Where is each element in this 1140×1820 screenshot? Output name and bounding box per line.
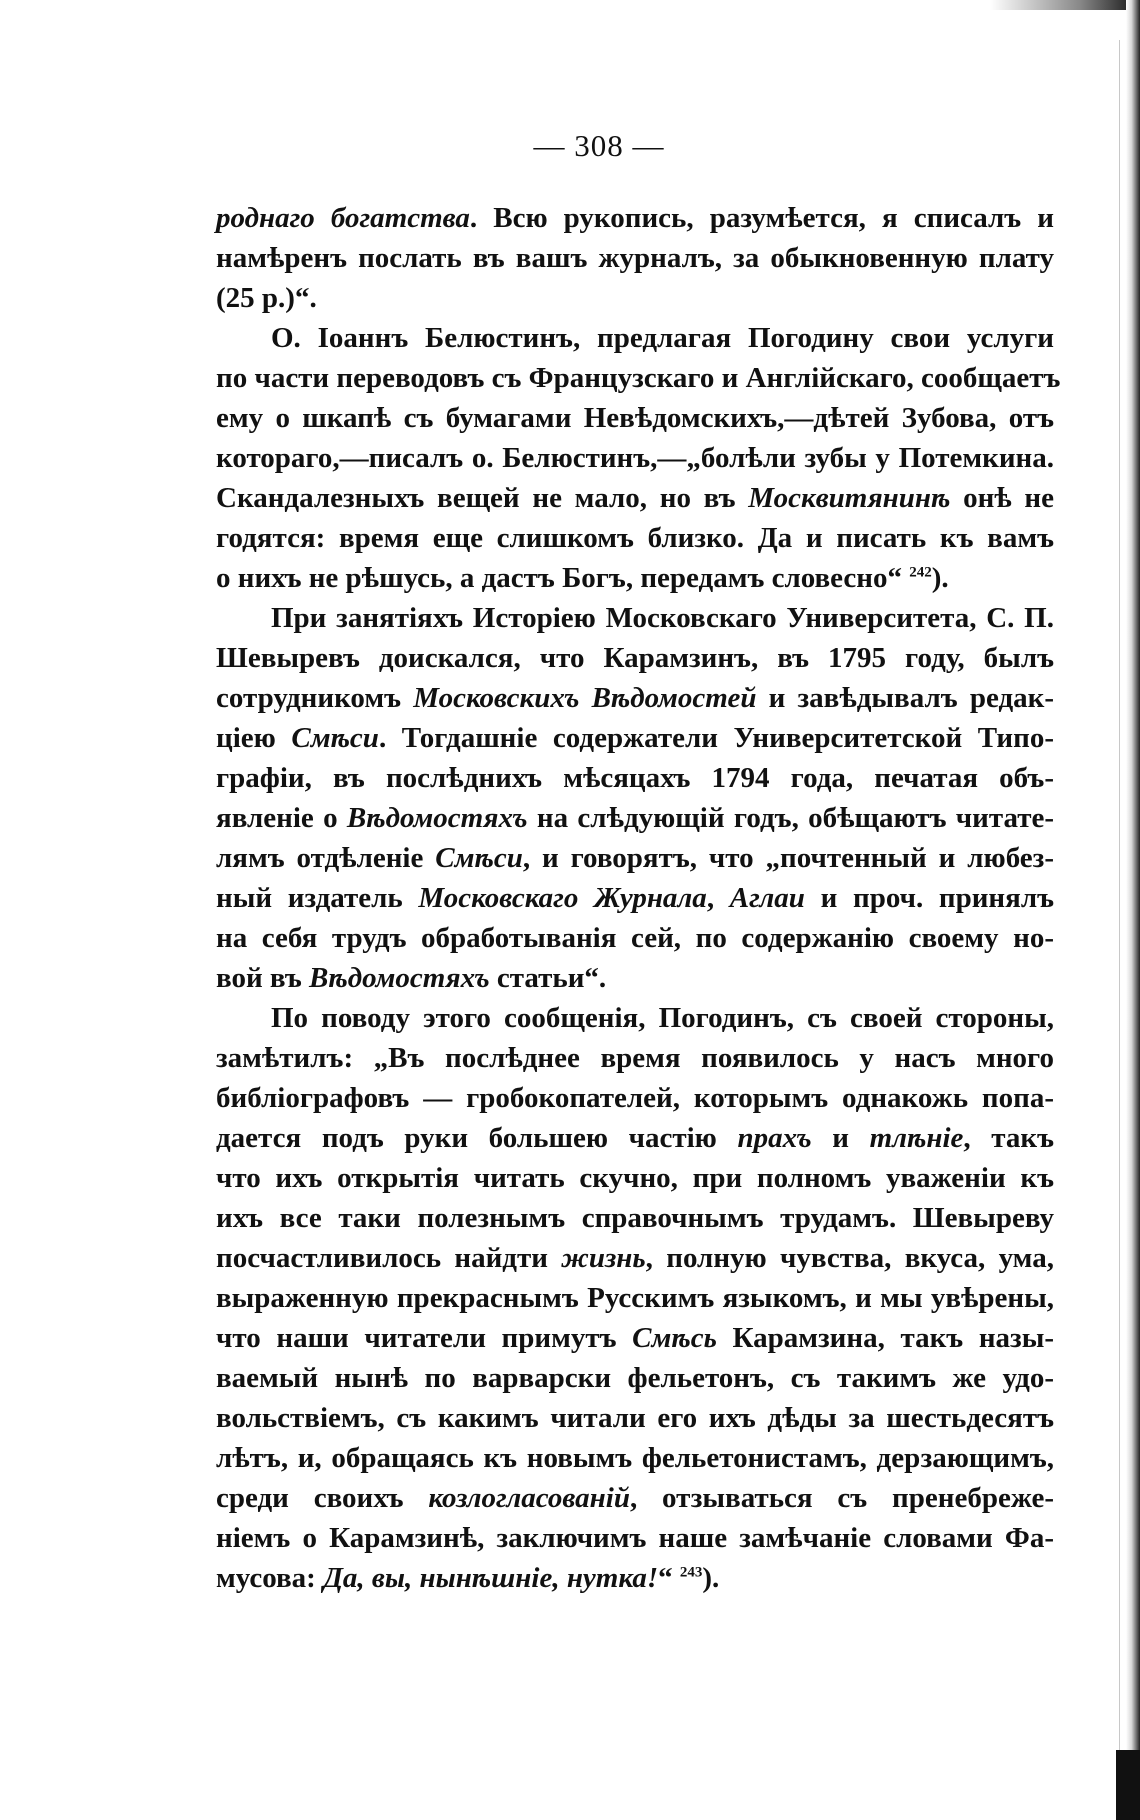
italic-title: роднаго богатства	[216, 202, 470, 234]
text-line	[216, 838, 1054, 878]
text-line	[216, 318, 1054, 358]
text-line	[216, 358, 1061, 398]
text-line	[216, 198, 1054, 238]
text-span: по части переводовъ съ Французскаго и Англійскаго, сообщаетъ	[216, 362, 1061, 394]
scan-edge-top	[990, 0, 1140, 10]
italic-title: Вѣдомостяхъ	[309, 962, 490, 994]
text-line	[216, 1358, 1054, 1398]
text-span: ніемъ о Карамзинѣ, заключимъ наше замѣчаніе словами Фа-	[216, 1522, 1054, 1554]
text-span: что ихъ открытія читать скучно, при полномъ уваженіи къ	[216, 1162, 1054, 1194]
text-line	[216, 1038, 1054, 1078]
text-span: на себя трудъ обработыванія сей, по содержанію своему но-	[216, 922, 1054, 954]
text-line	[216, 1518, 1054, 1558]
text-span: вой въ	[216, 962, 310, 994]
italic-title: прахъ	[737, 1122, 812, 1154]
text-span: ціею	[216, 722, 292, 754]
text-line	[216, 758, 1054, 798]
italic-title: жизнь	[561, 1242, 646, 1274]
text-line	[216, 638, 1054, 678]
text-line	[216, 1438, 1054, 1478]
footnote-ref: 243	[679, 1564, 703, 1581]
text-span: явленіе о	[216, 802, 347, 834]
text-span: лямъ отдѣленіе	[216, 842, 436, 874]
text-span: годятся: время еще слишкомъ близко. Да и писать къ вамъ	[216, 522, 1054, 554]
italic-title: козлогласованій	[428, 1482, 630, 1514]
text-span: ему о шкапѣ съ бумагами Невѣдомскихъ,—дѣтей Зубова, отъ	[216, 402, 1054, 434]
text-span: , и говорятъ, что „почтенный и любез-	[522, 842, 1054, 874]
text-line	[216, 478, 1054, 518]
text-span: При занятіяхъ Исторіею Московскаго Университета, С. П.	[271, 602, 1054, 634]
text-span: намѣренъ послать въ вашъ журналъ, за обыкновенную плату	[216, 242, 1054, 274]
text-span: что наши читатели примутъ	[216, 1322, 633, 1354]
footnote-ref: 242	[909, 564, 932, 581]
text-span: О. Іоаннъ Белюстинъ, предлагая Погодину свои услуги	[271, 322, 1054, 354]
text-span: и завѣдывалъ редак-	[756, 682, 1054, 714]
text-span: сотрудникомъ	[216, 682, 414, 714]
text-span: вольствіемъ, съ какимъ читали его ихъ дѣды за шестьдесятъ	[216, 1402, 1054, 1434]
text-line	[216, 1158, 1054, 1198]
text-span: выраженную прекраснымъ Русскимъ языкомъ, и мы увѣрены,	[216, 1282, 1054, 1314]
italic-title: Московскихъ Вѣдомостей	[413, 682, 757, 714]
text-span: По поводу этого сообщенія, Погодинъ, съ своей стороны,	[271, 1002, 1054, 1034]
text-span: лѣтъ, и, обращаясь къ новымъ фельетонистамъ, дерзающимъ,	[216, 1442, 1054, 1474]
text-span: , такъ	[963, 1122, 1054, 1154]
text-span: мусова:	[216, 1562, 324, 1594]
body-text	[216, 198, 1061, 1598]
text-span: графіи, въ послѣднихъ мѣсяцахъ 1794 года, печатая объ-	[216, 762, 1054, 794]
text-span: . Тогдашніе содержатели Университетской Типо-	[378, 722, 1054, 754]
text-span: Карамзина, такъ назы-	[716, 1322, 1054, 1354]
italic-title: Московскаго Журнала	[418, 882, 707, 914]
text-line	[216, 1478, 1054, 1518]
text-span: ,	[706, 882, 730, 914]
text-span: ваемый нынѣ по варварски фельетонъ, съ такимъ же удо-	[216, 1362, 1054, 1394]
text-line	[216, 438, 1054, 478]
text-span: на слѣдующій годъ, обѣщаютъ читате-	[527, 802, 1054, 834]
italic-title: Смѣси	[435, 842, 523, 874]
italic-title: Да, вы, нынѣшніе, нутка!	[323, 1562, 659, 1594]
text-line	[216, 1078, 1054, 1118]
text-span: “	[658, 1562, 680, 1594]
text-span: дается подъ руки большею частію	[216, 1122, 738, 1154]
text-span: и проч. принялъ	[804, 882, 1055, 914]
text-line	[216, 598, 1054, 638]
scan-fold-line	[1119, 40, 1120, 1780]
text-span: о нихъ не рѣшусь, а дастъ Богъ, передамъ словесно“	[216, 562, 910, 594]
italic-title: Вѣдомостяхъ	[346, 802, 528, 834]
text-line	[216, 558, 1054, 598]
text-span: , отзываться съ пренебреже-	[629, 1482, 1055, 1514]
text-line	[216, 918, 1054, 958]
text-span: и	[811, 1122, 870, 1154]
text-span: ).	[702, 1562, 720, 1594]
text-line	[216, 998, 1054, 1038]
italic-title: Аглаи	[729, 882, 805, 914]
text-span: онѣ не	[950, 482, 1054, 514]
text-line	[216, 878, 1054, 918]
text-line	[216, 1278, 1054, 1318]
text-line	[216, 238, 1054, 278]
text-line	[216, 1238, 1054, 1278]
italic-title: тлѣніе	[869, 1122, 964, 1154]
text-line	[216, 278, 1054, 318]
text-line	[216, 798, 1054, 838]
text-line	[216, 1318, 1054, 1358]
italic-title: Смѣси	[291, 722, 379, 754]
italic-title: Смѣсь	[632, 1322, 717, 1354]
text-span: котораго,—писалъ о. Белюстинъ,—„болѣли зубы у Потемкина.	[216, 442, 1054, 474]
text-span: ихъ все таки полезнымъ справочнымъ трудамъ. Шевыреву	[216, 1202, 1054, 1234]
text-line	[216, 1558, 1054, 1598]
scan-edge-right	[1126, 0, 1140, 1820]
text-span: ный издатель	[216, 882, 419, 914]
text-line	[216, 678, 1054, 718]
text-line	[216, 1118, 1054, 1158]
text-span: ).	[931, 562, 949, 594]
text-span: . Всю рукопись, разумѣется, я списалъ и	[469, 202, 1054, 234]
text-line	[216, 1198, 1054, 1238]
text-span: замѣтилъ: „Въ послѣднее время появилось у насъ много	[216, 1042, 1054, 1074]
text-span: Скандалезныхъ вещей не мало, но въ	[216, 482, 749, 514]
text-line	[216, 1398, 1054, 1438]
text-line	[216, 518, 1054, 558]
text-span: Шевыревъ доискался, что Карамзинъ, въ 1795 году, былъ	[216, 642, 1054, 674]
text-span: библіографовъ — гробокопателей, которымъ однакожь попа-	[216, 1082, 1054, 1114]
scan-edge-bottom	[1116, 1750, 1140, 1820]
text-line	[216, 958, 1054, 998]
text-span: посчастливилось найдти	[216, 1242, 562, 1274]
text-span: , полную чувства, вкуса, ума,	[645, 1242, 1054, 1274]
text-span: среди своихъ	[216, 1482, 429, 1514]
text-line	[216, 398, 1054, 438]
text-line	[216, 718, 1054, 758]
text-span: (25 р.)“.	[216, 282, 317, 314]
italic-title: Москвитянинѣ	[748, 482, 951, 514]
page-number: — 308 —	[533, 128, 665, 163]
text-span: статьи“.	[489, 962, 607, 994]
